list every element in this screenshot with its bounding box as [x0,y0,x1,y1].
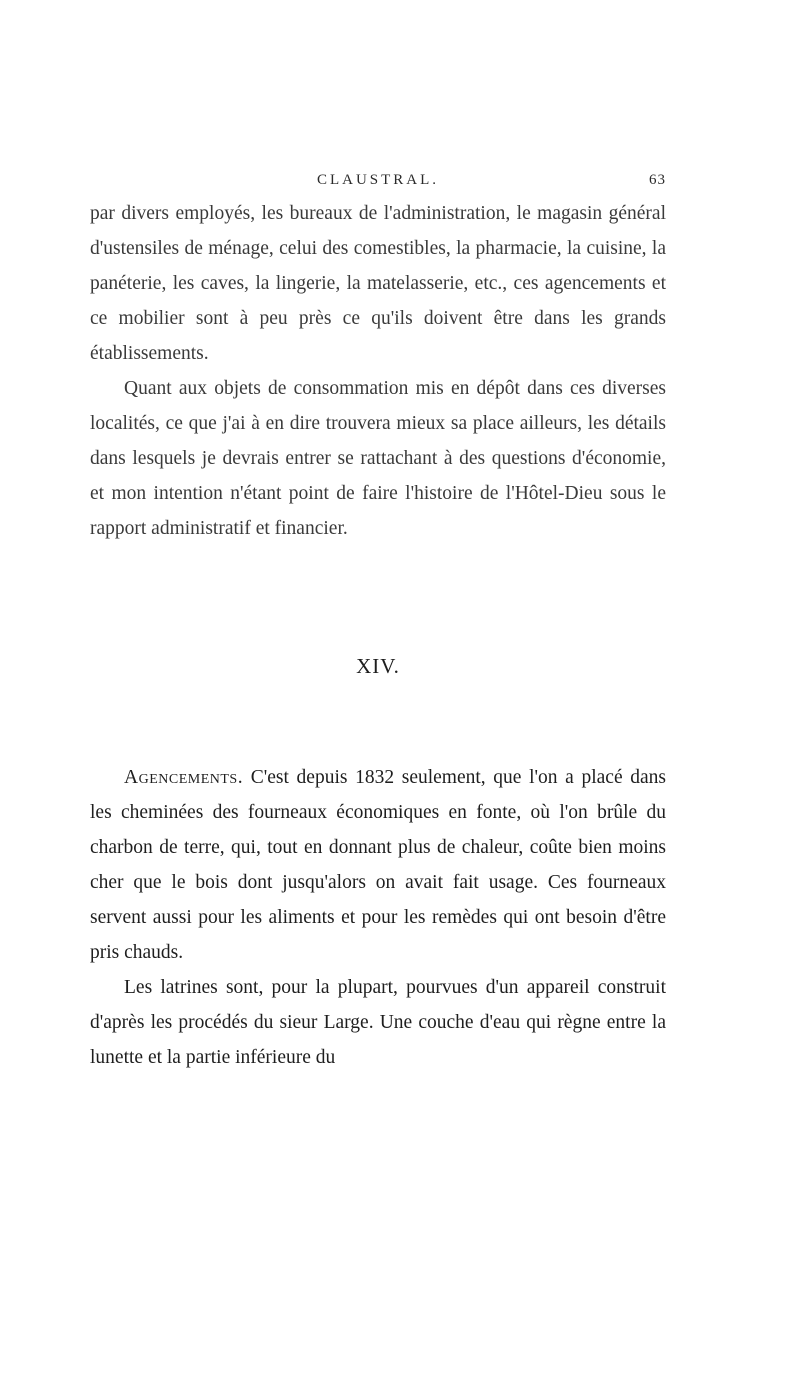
section-heading: XIV. [356,654,400,678]
running-title: CLAUSTRAL. [316,172,440,188]
page-number: 63 [649,172,666,188]
paragraph-agencements-text: C'est depuis 1832 seulement, que l'on a placé dans les cheminées des fourneaux économiques en fonte, où l'on brûle du charbon de terre, qui, tout en donnant plus de chaleur, coûte bien moins cher que le bois dont jusqu'alors on avait fait usage. Ces fourneaux servent aussi pour les aliments et pour les remèdes qui ont besoin d'être pris chauds. [90,767,666,963]
paragraph-latrines: Les latrines sont, pour la plupart, pourvues d'un appareil construit d'après les procédés du sieur Large. Une couche d'eau qui règne entre la lunette et la partie inférieure du [90,977,666,1068]
running-head [90,172,666,196]
paragraph-agencements [90,760,666,970]
paragraph-lead-term: Agencements. [124,767,244,788]
paragraph-consumables: Quant aux objets de consommation mis en dépôt dans ces diverses localités, ce que j'ai à en dire trouvera mieux sa place ailleurs, les détails dans lesquels je devrais entrer se rattachant à des questions d'économie, et mon intention n'étant point de faire l'histoire de l'Hôtel-Dieu sous le rapport administratif et financier. [90,378,666,539]
paragraph-continuation: par divers employés, les bureaux de l'administration, le magasin général d'ustensiles de ménage, celui des comestibles, la pharmacie, la cuisine, la panéterie, les caves, la lingerie, la matelasserie, etc., ces agencements et ce mobilier sont à peu près ce qu'ils doivent être dans les grands établissements. [90,203,666,364]
text-block-top [90,196,666,546]
text-block-bottom [90,760,666,1075]
